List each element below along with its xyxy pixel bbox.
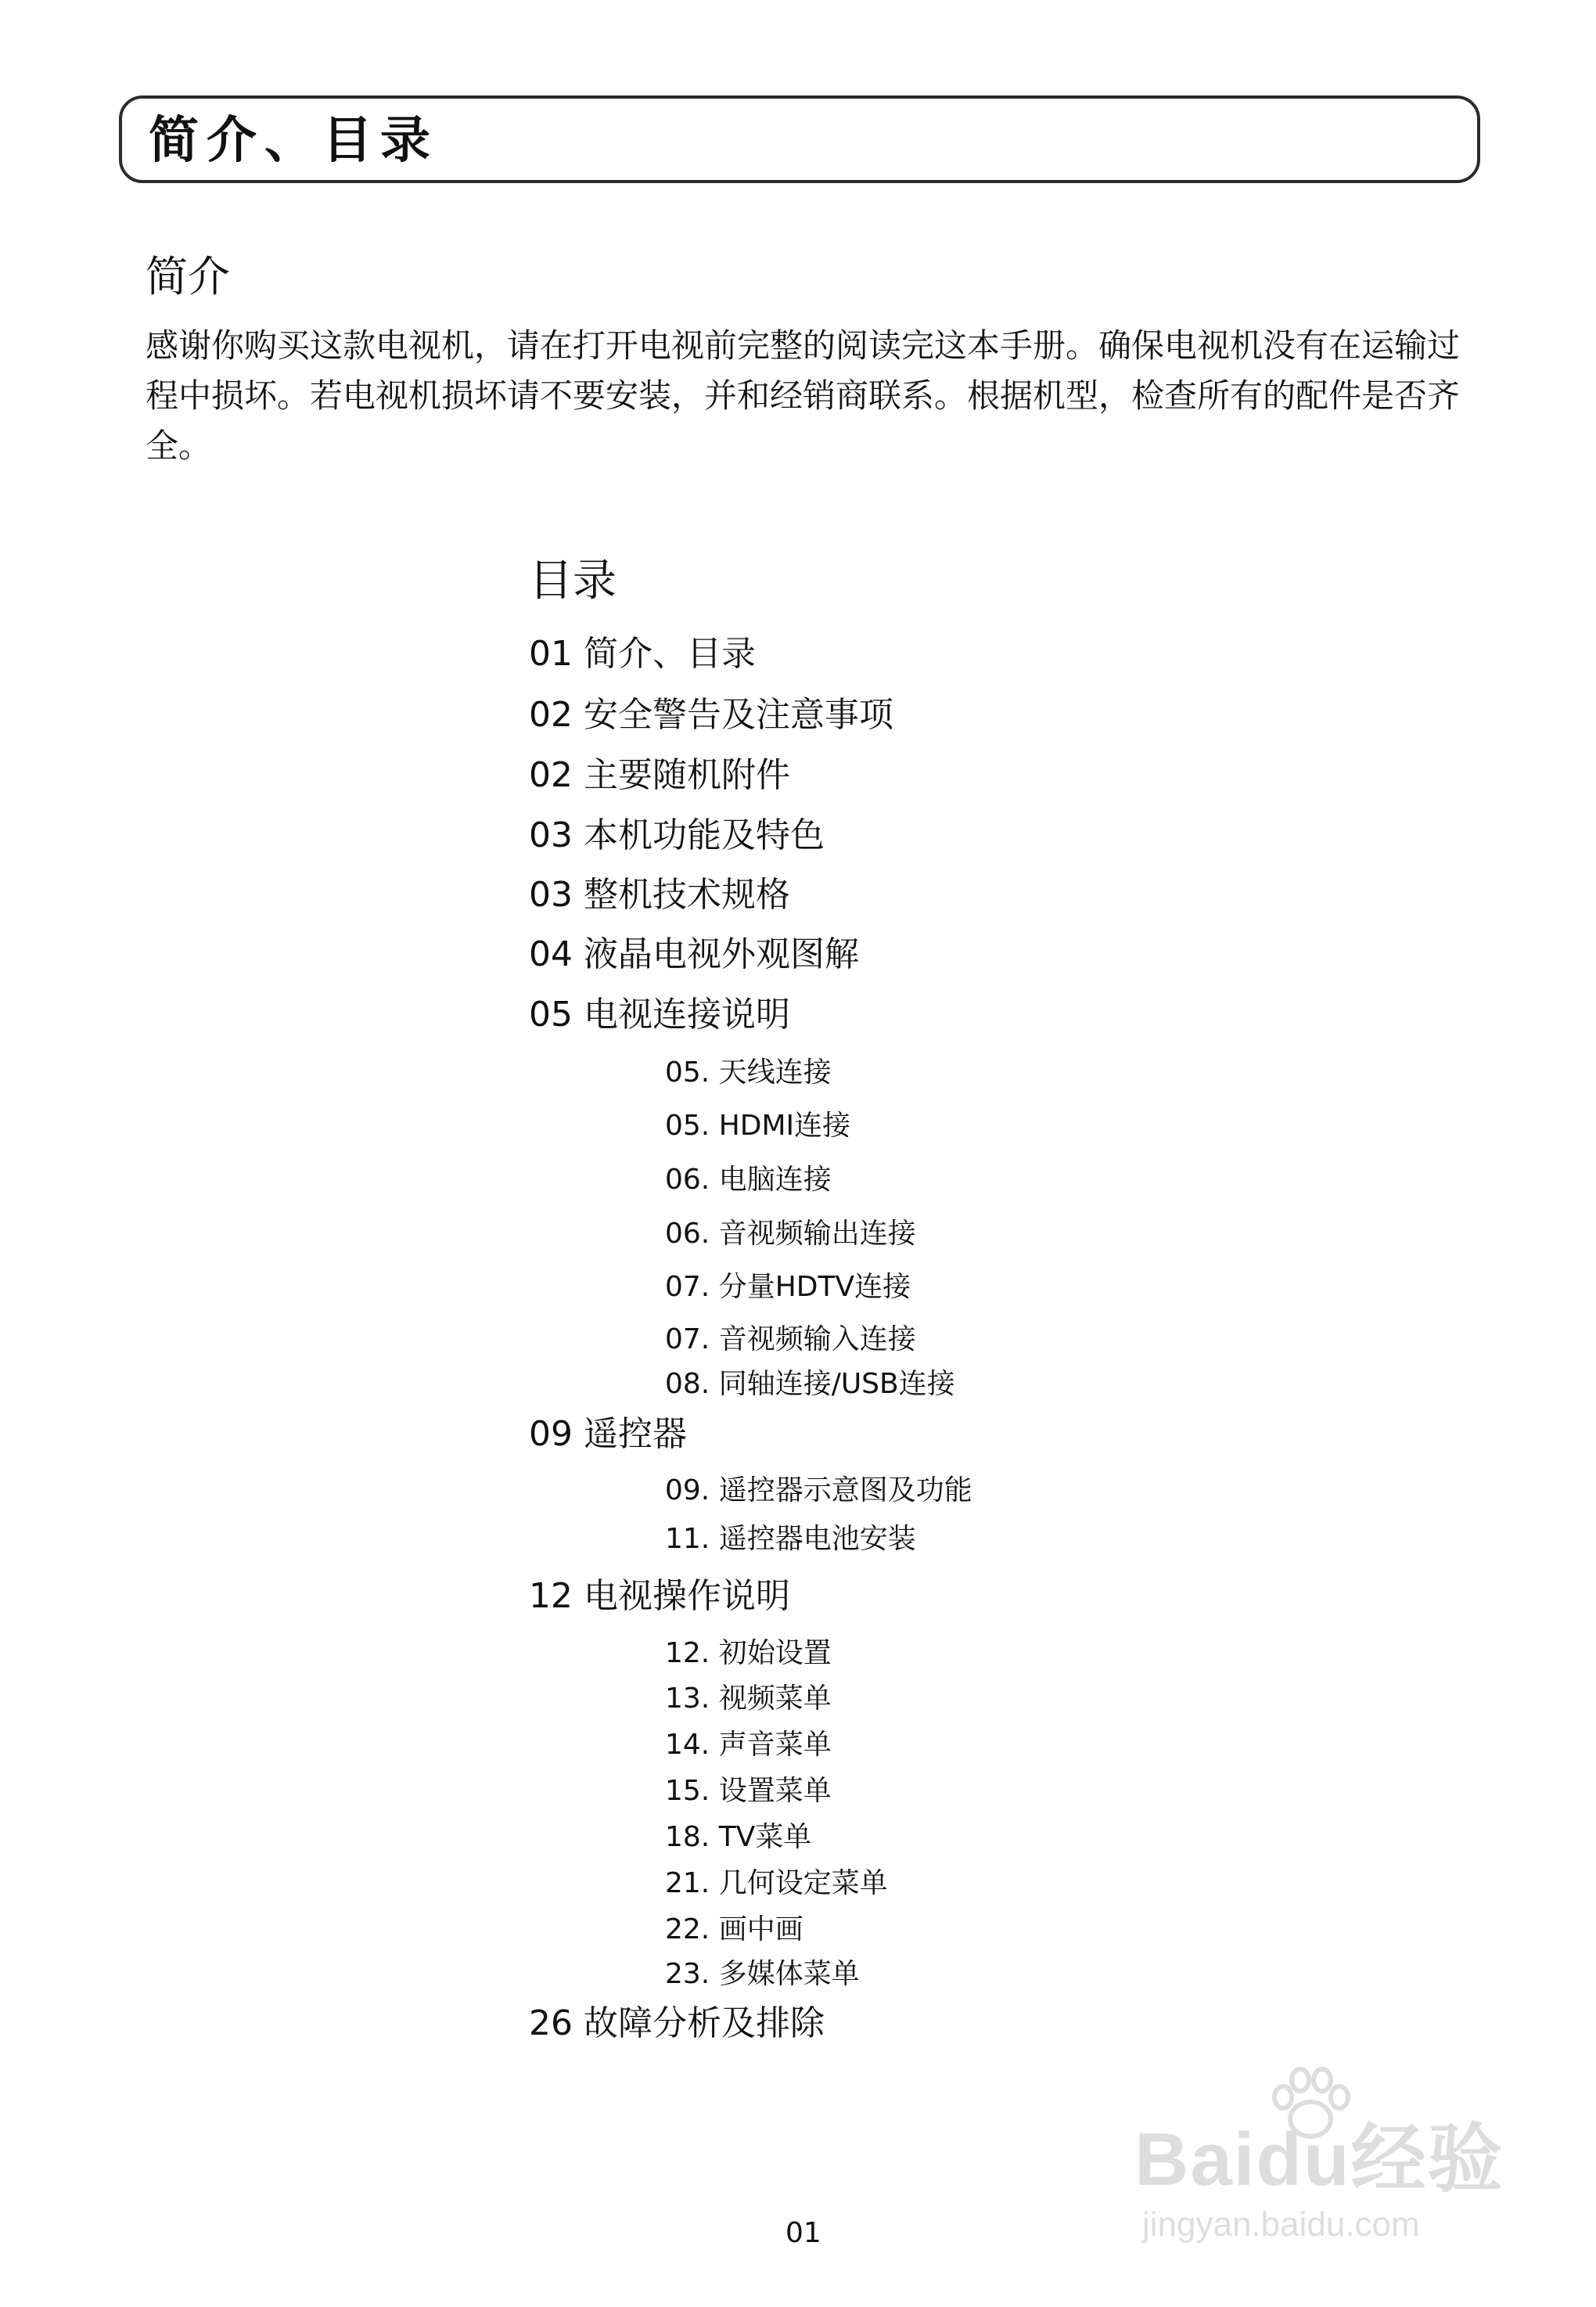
- toc-subitem: 11. 遥控器电池安装: [665, 1523, 916, 1555]
- toc-subitem: 22. 画中画: [665, 1913, 803, 1945]
- toc-heading: 目录: [529, 556, 616, 606]
- toc-subitem: 08. 同轴连接/USB连接: [665, 1368, 955, 1400]
- toc-subitem: 21. 几何设定菜单: [665, 1867, 888, 1899]
- toc-subitem: 05. 天线连接: [665, 1056, 832, 1089]
- intro-paragraph: 感谢你购买这款电视机，请在打开电视前完整的阅读完这本手册。确保电视机没有在运输过程中损坏。若电视机损坏请不要安装，并和经销商联系。根据机型，检查所有的配件是否齐全。: [146, 326, 1461, 465]
- toc-subitem: 06. 电脑连接: [665, 1164, 832, 1196]
- toc-subitem: 18. TV菜单: [665, 1821, 812, 1853]
- toc-subitem: 05. HDMI连接: [665, 1110, 851, 1142]
- toc-item: 03 整机技术规格: [529, 875, 790, 915]
- baidu-jingyan-watermark: [1134, 2066, 1526, 2262]
- toc-subitem: 09. 遥控器示意图及功能: [665, 1474, 972, 1506]
- toc-subitem: 23. 多媒体菜单: [665, 1958, 860, 1990]
- section-header-box: [119, 95, 1480, 183]
- toc-subitem: 07. 音视频输入连接: [665, 1323, 916, 1355]
- toc-item: 05 电视连接说明: [529, 995, 790, 1035]
- toc-item: 01 简介、目录: [529, 634, 756, 674]
- toc-item: 26 故障分析及排除: [529, 2003, 825, 2043]
- toc-subitem: 07. 分量HDTV连接: [665, 1271, 911, 1303]
- toc-item: 02 主要随机附件: [529, 755, 790, 795]
- toc-item: 03 本机功能及特色: [529, 815, 825, 855]
- intro-heading: 简介: [146, 252, 230, 301]
- toc-item: 04 液晶电视外观图解: [529, 934, 859, 974]
- toc-subitem: 15. 设置菜单: [665, 1775, 832, 1807]
- watermark-url: jingyan.baidu.com: [1142, 2205, 1420, 2244]
- toc-item: 09 遥控器: [529, 1414, 687, 1454]
- section-title: 简介、目录: [149, 112, 438, 170]
- toc-item: 02 安全警告及注意事项: [529, 695, 893, 735]
- toc-subitem: 13. 视频菜单: [665, 1683, 832, 1715]
- watermark-logo: Baidu经验: [1134, 2118, 1504, 2201]
- toc-subitem: 12. 初始设置: [665, 1637, 832, 1669]
- toc-item: 12 电视操作说明: [529, 1576, 790, 1616]
- toc-subitem: 06. 音视频输出连接: [665, 1218, 916, 1250]
- page-number: 01: [785, 2217, 821, 2249]
- toc-subitem: 14. 声音菜单: [665, 1729, 832, 1761]
